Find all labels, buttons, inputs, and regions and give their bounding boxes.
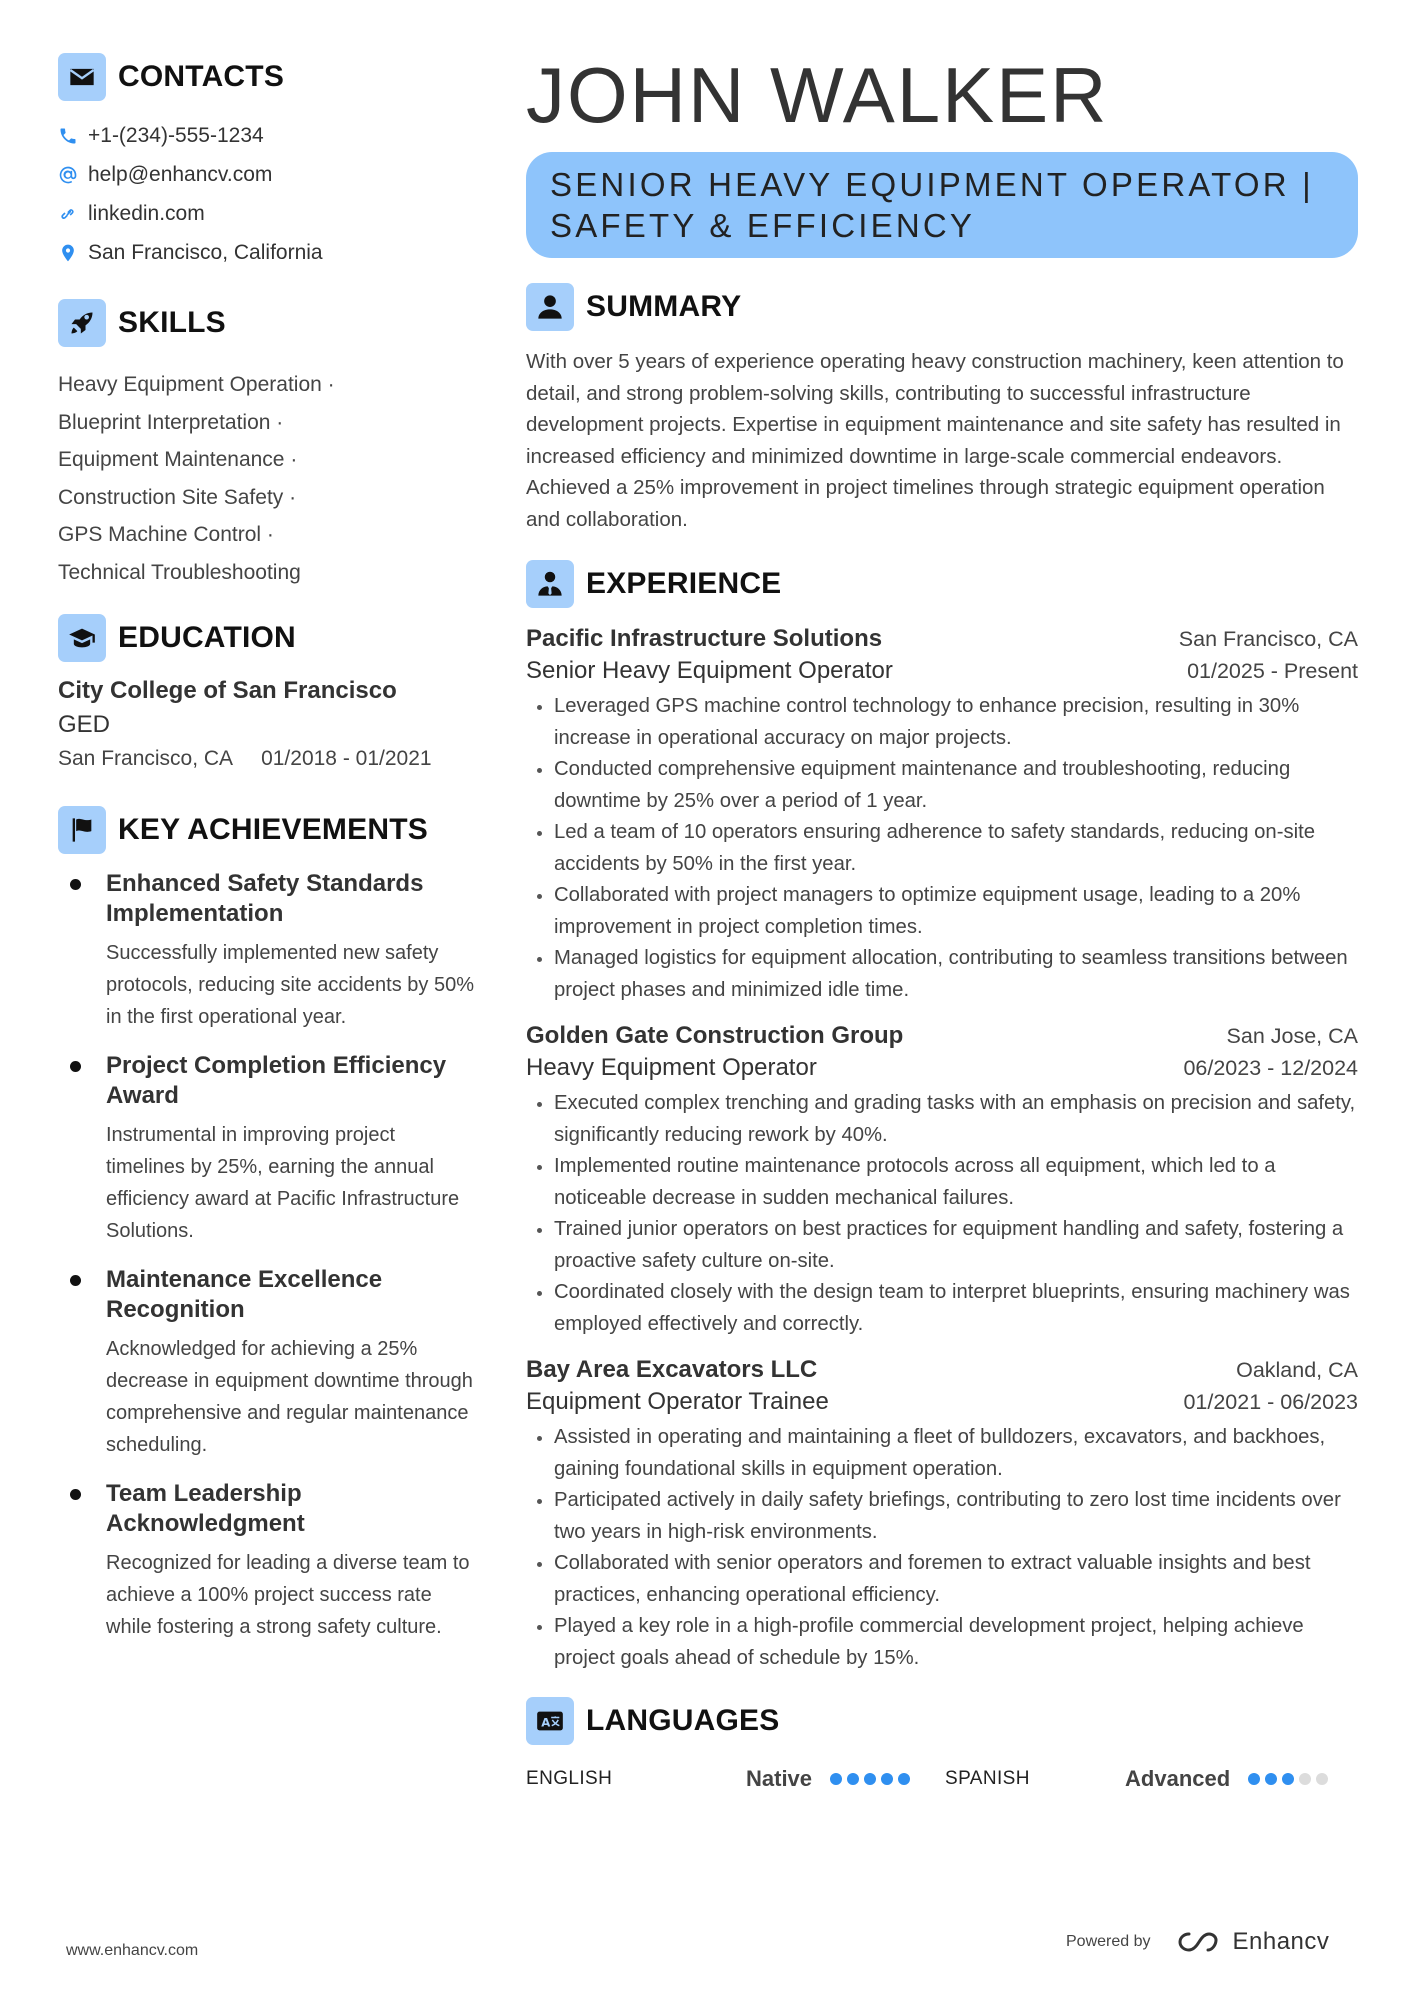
rating-dot-filled: [881, 1773, 893, 1785]
job-location: San Francisco, CA: [1178, 627, 1358, 651]
email-text: help@enhancv.com: [88, 162, 273, 186]
left-column: [58, 52, 478, 1661]
rating-dot-filled: [898, 1773, 910, 1785]
svg-text:A: A: [541, 1715, 551, 1730]
job-entry: [526, 625, 1358, 1006]
achievements-title: KEY ACHIEVEMENTS: [118, 813, 428, 846]
summary-text: With over 5 years of experience operating heavy construction machinery, keen attention to detail, and strong problem-solving skills, contributing to successful infrastructure development projects. Expertise in equipment maintenance and site safety has resulted in increased efficiency and minimized downtime in large-scale commercial endeavors. Achieved a 25% improvement in project timelines through strategic equipment operation and collaboration.: [526, 350, 1344, 531]
job-bullet: Led a team of 10 operators ensuring adherence to safety standards, reducing on-site accidents by 50% in the first year.: [526, 817, 1358, 880]
experience-title: EXPERIENCE: [586, 567, 782, 600]
job-company: Golden Gate Construction Group: [526, 1022, 904, 1049]
skills-title: SKILLS: [118, 306, 226, 339]
rating-dot-empty: [1316, 1773, 1328, 1785]
job-dates: 01/2021 - 06/2023: [1183, 1390, 1358, 1414]
contact-linkedin[interactable]: [58, 194, 478, 233]
language-rating: [830, 1773, 915, 1785]
rating-dot-empty: [1299, 1773, 1311, 1785]
translate-icon: [526, 1697, 574, 1745]
achievement-desc: Recognized for leading a diverse team to achieve a 100% project success rate while fostering a strong safety culture.: [106, 1552, 470, 1638]
language-rating: [1248, 1773, 1333, 1785]
job-role: Equipment Operator Trainee: [526, 1388, 829, 1415]
job-title-line: SAFETY & EFFICIENCY: [550, 207, 976, 244]
job-bullet: Collaborated with senior operators and foremen to extract valuable insights and best practices, enhancing operational efficiency.: [526, 1548, 1358, 1611]
education-title: EDUCATION: [118, 621, 296, 654]
job-bullet: Participated actively in daily safety briefings, contributing to zero lost time incidents over two years in high-risk environments.: [526, 1485, 1358, 1548]
phone-text: +1-(234)-555-1234: [88, 123, 264, 147]
achievements-list: [58, 869, 478, 1643]
job-bullet: Coordinated closely with the design team to interpret blueprints, ensuring machinery was employed effectively and correctly.: [526, 1277, 1358, 1340]
rating-dot-filled: [864, 1773, 876, 1785]
language-name: SPANISH: [945, 1768, 1030, 1789]
rating-dot-filled: [1282, 1773, 1294, 1785]
at-sign-icon: [58, 165, 88, 185]
languages-header: [526, 1696, 1358, 1746]
contact-email[interactable]: [58, 155, 478, 194]
right-column: [526, 50, 1358, 1794]
achievement-title: Maintenance Excellence Recognition: [106, 1266, 383, 1323]
education-header: [58, 613, 478, 663]
rating-dot-filled: [847, 1773, 859, 1785]
user-icon: [526, 283, 574, 331]
language-level: Advanced: [1125, 1766, 1231, 1791]
job-company: Bay Area Excavators LLC: [526, 1356, 818, 1383]
skill-item: Technical Troubleshooting: [58, 560, 301, 584]
skill-item: GPS Machine Control ·: [58, 523, 274, 546]
achievement-item: [58, 1479, 478, 1643]
education-meta: [58, 747, 478, 771]
achievement-desc: Successfully implemented new safety protocols, reducing site accidents by 50% in the first operational year.: [106, 942, 474, 1028]
achievement-title: Project Completion Efficiency Award: [106, 1052, 447, 1109]
skills-header: [58, 298, 478, 348]
job-role: Heavy Equipment Operator: [526, 1054, 817, 1081]
job-bullet: Conducted comprehensive equipment maintenance and troubleshooting, reducing downtime by 25% over a period of 1 year.: [526, 754, 1358, 817]
footer-branding: [1066, 1928, 1329, 1956]
education-location: San Francisco, CA: [58, 747, 234, 770]
map-pin-icon: [58, 243, 88, 263]
experience-header: [526, 559, 1358, 609]
job-bullet: Implemented routine maintenance protocols across all equipment, which led to a noticeable decrease in sudden mechanical failures.: [526, 1151, 1358, 1214]
job-bullet: Executed complex trenching and grading tasks with an emphasis on precision and safety, significantly reducing rework by 40%.: [526, 1088, 1358, 1151]
achievement-item: [58, 1265, 478, 1461]
achievement-desc: Instrumental in improving project timelines by 25%, earning the annual efficiency award at Pacific Infrastructure Solutions.: [106, 1124, 460, 1242]
rating-dot-filled: [1265, 1773, 1277, 1785]
job-title-banner: [526, 152, 1358, 258]
job-role: Senior Heavy Equipment Operator: [526, 657, 893, 684]
education-dates: 01/2018 - 01/2021: [261, 747, 432, 770]
achievement-title: Enhanced Safety Standards Implementation: [106, 870, 424, 927]
languages-title: LANGUAGES: [586, 1704, 780, 1737]
languages-list: [526, 1764, 1358, 1794]
businessperson-icon: [526, 560, 574, 608]
summary-header: [526, 282, 1358, 332]
contact-location: [58, 233, 478, 272]
achievement-item: [58, 1051, 478, 1247]
brand-name: Enhancv: [1232, 1928, 1330, 1955]
job-bullets: [526, 1422, 1358, 1674]
link-icon: [58, 204, 88, 224]
skill-item: Heavy Equipment Operation ·: [58, 373, 335, 396]
job-bullet: Trained junior operators on best practices for equipment handling and safety, fostering a proactive safety culture on-site.: [526, 1214, 1358, 1277]
rating-dot-filled: [830, 1773, 842, 1785]
achievement-desc: Acknowledged for achieving a 25% decrease in equipment downtime through comprehensive and regular maintenance scheduling.: [106, 1338, 473, 1456]
powered-by-text: Powered by: [1066, 1933, 1151, 1950]
job-location: Oakland, CA: [1236, 1358, 1358, 1382]
job-title-line: SENIOR HEAVY EQUIPMENT OPERATOR |: [550, 166, 1314, 203]
job-entry: [526, 1022, 1358, 1340]
job-bullet: Played a key role in a high-profile commercial development project, helping achieve project goals ahead of schedule by 15%.: [526, 1611, 1358, 1674]
achievement-title: Team Leadership Acknowledgment: [106, 1480, 305, 1537]
flag-icon: [58, 806, 106, 854]
job-bullet: Collaborated with project managers to optimize equipment usage, leading to a 20% improvement in project completion times.: [526, 880, 1358, 943]
job-bullet: Managed logistics for equipment allocation, contributing to seamless transitions between project phases and minimized idle time.: [526, 943, 1358, 1006]
job-entry: [526, 1356, 1358, 1674]
skill-item: Blueprint Interpretation ·: [58, 410, 284, 434]
contact-phone[interactable]: [58, 116, 478, 155]
summary-title: SUMMARY: [586, 290, 742, 323]
job-dates: 06/2023 - 12/2024: [1183, 1056, 1358, 1080]
achievement-item: [58, 869, 478, 1033]
enhancv-logo-icon: [1175, 1928, 1225, 1956]
bullet-dot: [70, 879, 81, 890]
footer-website[interactable]: www.enhancv.com: [66, 1942, 199, 1959]
linkedin-text: linkedin.com: [88, 201, 205, 225]
job-location: San Jose, CA: [1226, 1024, 1358, 1048]
skill-item: Equipment Maintenance ·: [58, 448, 298, 471]
bullet-dot: [70, 1489, 81, 1500]
job-bullet: Assisted in operating and maintaining a fleet of bulldozers, excavators, and backhoes, gaining foundational skills in equipment operation.: [526, 1422, 1358, 1485]
skill-item: Construction Site Safety ·: [58, 485, 297, 509]
job-bullets: [526, 691, 1358, 1006]
contacts-header: [58, 52, 478, 102]
job-bullets: [526, 1088, 1358, 1340]
contacts-title: CONTACTS: [118, 60, 285, 93]
bullet-dot: [70, 1275, 81, 1286]
bullet-dot: [70, 1061, 81, 1072]
envelope-icon: [58, 53, 106, 101]
language-name: ENGLISH: [526, 1768, 613, 1789]
graduation-cap-icon: [58, 614, 106, 662]
job-dates: 01/2025 - Present: [1187, 659, 1358, 683]
achievements-header: [58, 805, 478, 855]
job-company: Pacific Infrastructure Solutions: [526, 625, 883, 652]
language-level: Native: [746, 1766, 813, 1791]
skills-list: [58, 366, 478, 591]
phone-icon: [58, 126, 88, 146]
candidate-name: JOHN WALKER: [526, 51, 1109, 139]
education-school: City College of San Francisco: [58, 677, 397, 704]
rating-dot-filled: [1248, 1773, 1260, 1785]
contacts-list: [58, 116, 478, 272]
job-bullet: Leveraged GPS machine control technology to enhance precision, resulting in 30% increase in operational accuracy on major projects.: [526, 691, 1358, 754]
location-text: San Francisco, California: [88, 240, 323, 264]
rocket-icon: [58, 299, 106, 347]
education-degree: GED: [58, 711, 111, 738]
